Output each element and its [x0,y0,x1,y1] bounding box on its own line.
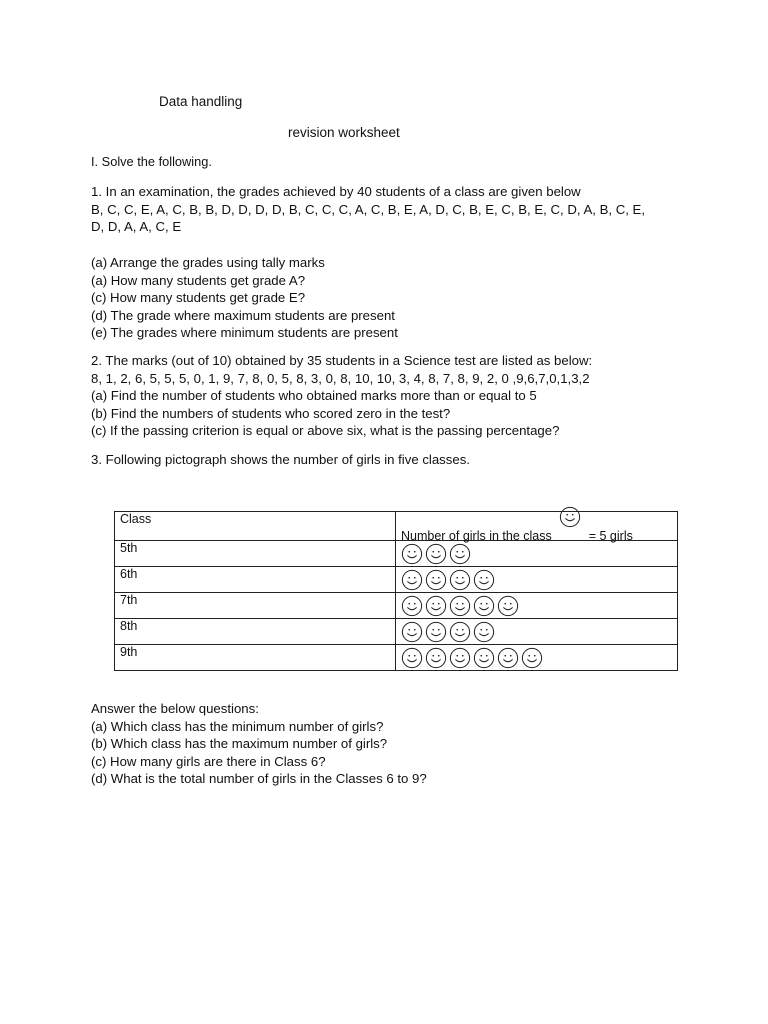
worksheet-subtitle: revision worksheet [288,125,400,140]
question-1-parts [91,254,398,342]
smiley-face-icon [497,647,519,669]
smiley-face-icon [425,621,447,643]
girls-column-header [396,512,678,541]
class-cell: 6th [115,567,396,593]
legend-value: = 5 girls [588,529,633,543]
question-1-line: 1. In an examination, the grades achieved by 40 students of a class are given below [91,184,581,199]
symbols-cell [396,593,678,619]
answer-heading: Answer the below questions: [91,701,259,716]
smiley-face-icon [497,595,519,617]
smiley-face-icon [401,621,423,643]
pictograph-row [115,619,678,645]
question-2-part: (b) Find the numbers of students who scored zero in the test? [91,405,451,421]
question-1 [91,183,645,236]
question-1-grades: D, D, A, A, C, E [91,219,182,235]
worksheet-title: Data handling [159,94,243,109]
question-2 [91,352,592,440]
smiley-face-icon [473,595,495,617]
question-1-part: (c) How many students get grade E? [91,290,306,306]
pictograph-row [115,567,678,593]
answer-question: (d) What is the total number of girls in the Classes 6 to 9? [91,771,427,787]
question-1-part: (e) The grades where minimum students are present [91,325,398,341]
answer-question: (a) Which class has the minimum number of girls? [91,718,384,734]
smiley-face-icon [559,506,581,528]
smiley-face-icon [473,621,495,643]
pictograph-row [115,541,678,567]
pictograph-row [115,645,678,671]
symbols-cell [396,541,678,567]
class-column-header [115,512,396,541]
symbols-cell [396,645,678,671]
answer-question: (b) Which class has the maximum number of girls? [91,736,388,752]
smiley-face-icon [425,647,447,669]
smiley-face-icon [473,569,495,591]
smiley-face-icon [401,647,423,669]
smiley-face-icon [449,595,471,617]
smiley-face-icon [449,543,471,565]
question-1-part: (d) The grade where maximum students are present [91,307,395,323]
class-cell: 5th [115,541,396,567]
question-3: 3. Following pictograph shows the number of girls in five classes. [91,452,470,467]
smiley-face-icon [449,647,471,669]
pictograph-header-row [115,512,678,541]
smiley-face-icon [425,595,447,617]
smiley-face-icon [473,647,495,669]
pictograph-row [115,593,678,619]
answer-questions [91,700,427,788]
question-2-line: 2. The marks (out of 10) obtained by 35 students in a Science test are listed as below: [91,353,593,368]
answer-question: (c) How many girls are there in Class 6? [91,753,326,769]
class-cell: 9th [115,645,396,671]
smiley-face-icon [449,621,471,643]
question-1-grades: B, C, C, E, A, C, B, B, D, D, D, D, B, C, C, C, A, C, B, E, A, D, C, B, E, C, B, E, C, D, A, B, C, E, [91,201,646,217]
smiley-face-icon [449,569,471,591]
smiley-face-icon [401,543,423,565]
question-2-marks: 8, 1, 2, 6, 5, 5, 5, 0, 1, 9, 7, 8, 0, 5, 8, 3, 0, 8, 10, 10, 3, 4, 8, 7, 8, 9, 2, 0 ,9,6,7,0,1,3,2 [91,370,590,386]
symbols-cell [396,619,678,645]
class-cell: 7th [115,593,396,619]
smiley-face-icon [425,543,447,565]
question-1-part: (a) How many students get grade A? [91,272,306,288]
question-2-part: (c) If the passing criterion is equal or above six, what is the passing percentage? [91,423,560,439]
smiley-face-icon [521,647,543,669]
section-heading: I. Solve the following. [91,154,212,169]
question-1-part: (a) Arrange the grades using tally marks [91,255,325,270]
question-2-part: (a) Find the number of students who obtained marks more than or equal to 5 [91,388,537,404]
pictograph-table [114,511,678,671]
smiley-face-icon [401,595,423,617]
smiley-face-icon [401,569,423,591]
girls-header-label: Number of girls in the class [401,529,552,543]
class-cell: 8th [115,619,396,645]
symbols-cell [396,567,678,593]
class-header-label: Class [120,512,152,526]
smiley-face-icon [425,569,447,591]
